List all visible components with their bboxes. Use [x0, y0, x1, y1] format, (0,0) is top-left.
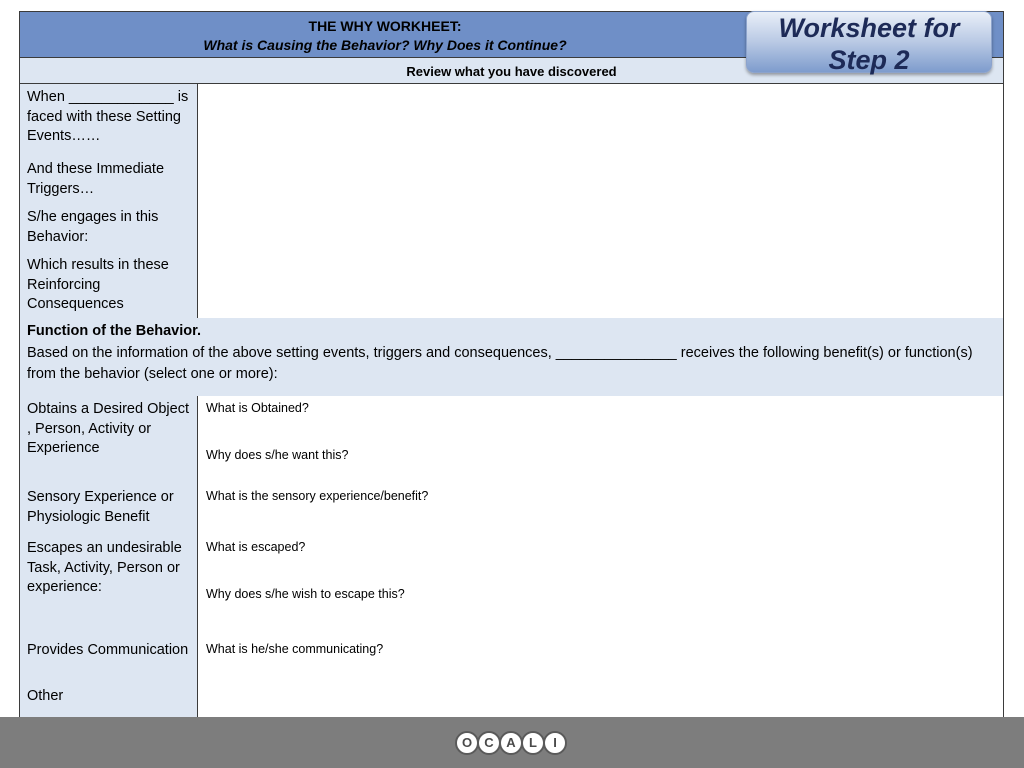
label-behavior: S/he engages in this Behavior:: [20, 204, 198, 252]
prompt-what-obtained: What is Obtained?: [206, 401, 309, 415]
ocali-logo: [455, 731, 565, 755]
input-what-escaped[interactable]: [198, 535, 1003, 582]
input-immediate-triggers[interactable]: [198, 156, 1003, 204]
input-reinforcing-consequences[interactable]: [198, 252, 1003, 318]
logo-letter: C: [477, 731, 501, 755]
worksheet-subtitle: What is Causing the Behavior? Why Does it Continue?: [203, 37, 567, 53]
input-what-obtained[interactable]: [198, 396, 1003, 442]
label-escapes: Escapes an undesirable Task, Activity, Person or experience:: [20, 535, 198, 637]
label-obtains: Obtains a Desired Object , Person, Activity or Experience: [20, 396, 198, 484]
logo-letter: O: [455, 731, 479, 755]
prompt-what-escaped: What is escaped?: [206, 540, 306, 554]
label-setting-events: When _____________ is faced with these Setting Events……: [20, 84, 198, 156]
input-behavior[interactable]: [198, 204, 1003, 252]
function-title: Function of the Behavior.: [27, 323, 202, 339]
worksheet-title: THE WHY WORKHEET:: [308, 18, 462, 34]
worksheet-table: [19, 11, 1004, 720]
badge-line-1: Worksheet for: [778, 13, 960, 43]
review-text: Review what you have discovered: [406, 64, 617, 79]
input-other[interactable]: [198, 683, 1003, 719]
step-badge: [746, 11, 992, 73]
label-reinforcing-consequences: Which results in these Reinforcing Consequences: [20, 252, 198, 318]
prompt-sensory: What is the sensory experience/benefit?: [206, 489, 429, 503]
label-other: Other: [20, 683, 198, 719]
logo-letter: L: [521, 731, 545, 755]
label-sensory: Sensory Experience or Physiologic Benefit: [20, 484, 198, 535]
function-section: [20, 318, 1003, 396]
badge-line-2: Step 2: [828, 45, 910, 75]
label-communication: Provides Communication: [20, 637, 198, 683]
prompt-why-want: Why does s/he want this?: [206, 448, 349, 462]
input-setting-events[interactable]: [198, 84, 1003, 156]
prompt-why-escape: Why does s/he wish to escape this?: [206, 587, 405, 601]
function-description: Based on the information of the above setting events, triggers and consequences, _______________ receives the following benefit(s) or function(s) from the behavior (select one or more):: [27, 344, 973, 382]
logo-letter: I: [543, 731, 567, 755]
logo-letter: A: [499, 731, 523, 755]
label-immediate-triggers: And these Immediate Triggers…: [20, 156, 198, 204]
prompt-communication: What is he/she communicating?: [206, 642, 384, 656]
